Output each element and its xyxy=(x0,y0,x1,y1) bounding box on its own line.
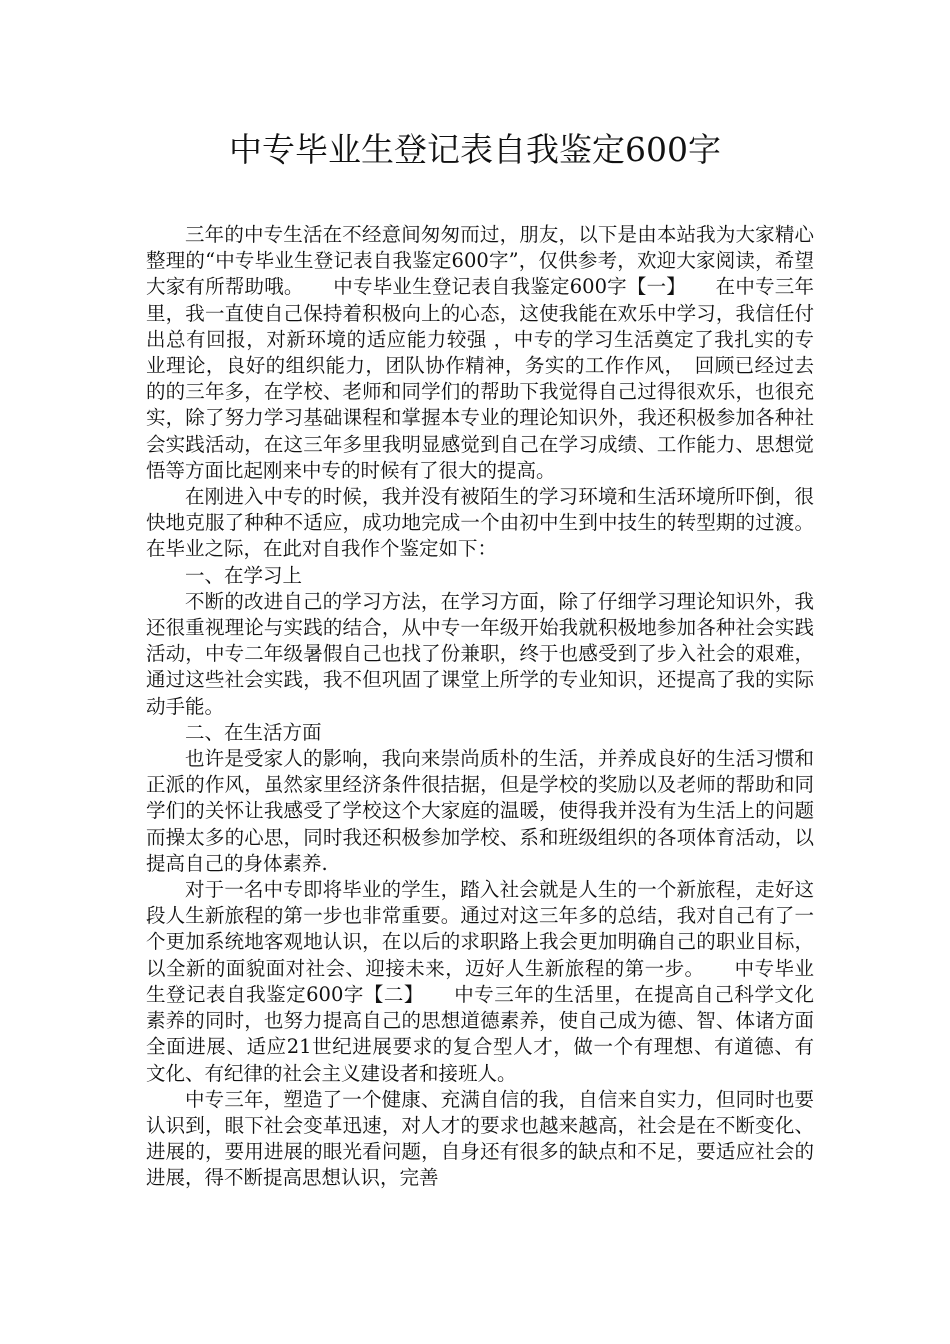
document-body xyxy=(146,222,814,1192)
section-heading-study: 一、在学习上 xyxy=(185,563,303,587)
section-heading-life: 二、在生活方面 xyxy=(185,720,322,744)
paragraph-summary: 对于一名中专即将毕业的学生，踏入社会就是人生的一个新旅程，走好这段人生新旅程的第一步也非常重要。通过对这三年多的总结，我对自己有了一个更加系统地客观地认识，在以后的求职路上我会更加明确自己的职业目标，以全新的面貌面对社会、迎接未来，迈好人生新旅程的第一步。 中专毕业生登记表自我鉴定600字【二】 中专三年的生活里，在提高自己科学文化素养的同时，也努力提高自己的思想道德素养，使自己成为德、智、体诸方面全面进展、适应21世纪进展要求的复合型人才，做一个有理想、有道德、有文化、有纪律的社会主义建设者和接班人。 xyxy=(146,878,814,1085)
paragraph-study: 不断的改进自己的学习方法，在学习方面，除了仔细学习理论知识外，我还很重视理论与实践的结合，从中专一年级开始我就积极地参加各种社会实践活动，中专二年级暑假自己也找了份兼职，终于也感受到了步入社会的艰难，通过这些社会实践，我不但巩固了课堂上所学的专业知识，还提高了我的实际动手能。 xyxy=(146,589,814,718)
paragraph-conclusion: 中专三年，塑造了一个健康、充满自信的我，自信来自实力，但同时也要认识到，眼下社会变革迅速，对人才的要求也越来越高，社会是在不断变化、进展的，要用进展的眼光看问题，自身还有很多的缺点和不足，要适应社会的进展，得不断提高思想认识，完善 xyxy=(146,1087,814,1190)
paragraph-life: 也许是受家人的影响，我向来崇尚质朴的生活，并养成良好的生活习惯和正派的作风，虽然家里经济条件很拮据，但是学校的奖励以及老师的帮助和同学们的关怀让我感受了学校这个大家庭的温暖，使得我并没有为生活上的问题而操太多的心思，同时我还积极参加学校、系和班级组织的各项体育活动，以提高自己的身体素养. xyxy=(146,747,814,875)
paragraph-entry: 在刚进入中专的时候，我并没有被陌生的学习环境和生活环境所吓倒，很快地克服了种种不适应，成功地完成一个由初中生到中技生的转型期的过渡。在毕业之际，在此对自我作个鉴定如下： xyxy=(146,485,814,561)
document-title: 中专毕业生登记表自我鉴定600字 xyxy=(229,130,721,169)
paragraph-intro: 三年的中专生活在不经意间匆匆而过，朋友，以下是由本站我为大家精心整理的“中专毕业生登记表自我鉴定600字”，仅供参考，欢迎大家阅读，希望大家有所帮助哦。 中专毕业生登记表自我鉴定600字【一】 在中专三年里，我一直使自己保持着积极向上的心态，这使我能在欢乐中学习，我信任付出总有回报，对新环境的适应能力较强 ，中专的学习生活奠定了我扎实的专业理论，良好的组织能力，团队协作精神，务实的工作作风， 回顾已经过去的的三年多，在学校、老师和同学们的帮助下我觉得自己过得很欢乐，也很充实，除了努力学习基础课程和掌握本专业的理论知识外，我还积极参加各种社会实践活动，在这三年多里我明显感觉到自己在学习成绩、工作能力、思想觉悟等方面比起刚来中专的时候有了很大的提高。 xyxy=(146,223,814,482)
